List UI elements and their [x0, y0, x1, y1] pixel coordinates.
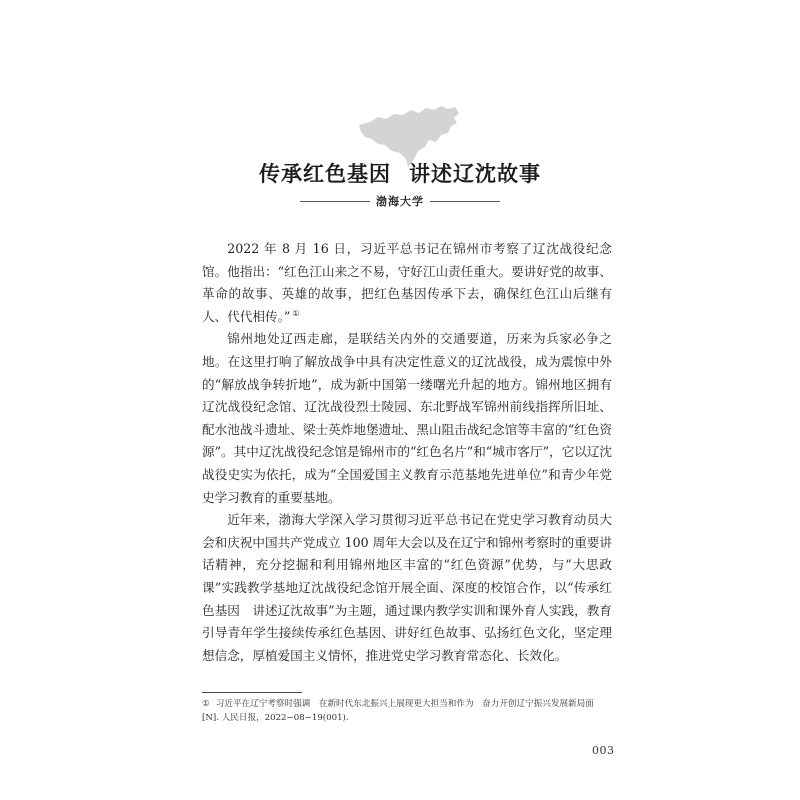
author-line	[0, 193, 800, 209]
author-name: 渤海大学	[376, 195, 424, 208]
footnote-mark: ①	[202, 699, 210, 709]
paragraph-3: 近年来，渤海大学深入学习贯彻习近平总书记在党史学习教育动员大会和庆祝中国共产党成立 100 周年大会以及在辽宁和锦州考察时的重要讲话精神，充分挖掘和利用锦州地区丰富的“红色资源”优势，与“大思政课”实践教学基地辽沈战役纪念馆开展全面、深度的校馆合作，以“传承红色基因 讲述辽沈故事”为主题，通过课内教学实训和课外育人实践，教育引导青年学生接续传承红色基因、讲好红色故事、弘扬红色文化，坚定理想信念，厚植爱国主义情怀，推进党史学习教育常态化、长效化。	[202, 512, 612, 663]
footnote	[202, 697, 612, 725]
footnote-text: 习近平在辽宁考察时强调 在新时代东北振兴上展现更大担当和作为 奋力开创辽宁振兴发展新局面 [N]. 人民日报，2022−08−19(001).	[202, 699, 594, 723]
author-right-rule	[430, 201, 500, 202]
paragraph-2: 锦州地处辽西走廊，是联结关内外的交通要道，历来为兵家必争之地。在这里打响了解放战争中具有决定性意义的辽沈战役，成为震惊中外的“解放战争转折地”，成为新中国第一缕曙光升起的地方。锦州地区拥有辽沈战役纪念馆、辽沈战役烈士陵园、东北野战军锦州前线指挥所旧址、配水池战斗遗址、梁士英炸地堡遗址、黑山阻击战纪念馆等丰富的“红色资源”。其中辽沈战役纪念馆是锦州市的“红色名片”和“城市客厅”，它以辽沈战役史实为依托，成为“全国爱国主义教育示范基地先进单位”和青少年党史学习教育的重要基地。	[202, 331, 613, 505]
paragraph-1-text: 2022 年 8 月 16 日，习近平总书记在锦州市考察了辽沈战役纪念馆。他指出：“红色江山来之不易，守好江山责任重大。要讲好党的故事、革命的故事、英雄的故事，把红色基因传承下去，确保红色江山后继有人、代代相传。”	[202, 241, 612, 324]
article-title	[0, 158, 800, 188]
title-part-1: 传承红色基因	[259, 161, 391, 186]
footnote-reference: ①	[292, 308, 300, 318]
title-part-2: 讲述辽沈故事	[409, 161, 541, 186]
article-body	[202, 238, 612, 667]
page-number: 003	[592, 744, 615, 757]
footnote-divider	[202, 692, 302, 693]
author-left-rule	[300, 201, 370, 202]
paragraph-1	[202, 238, 612, 328]
